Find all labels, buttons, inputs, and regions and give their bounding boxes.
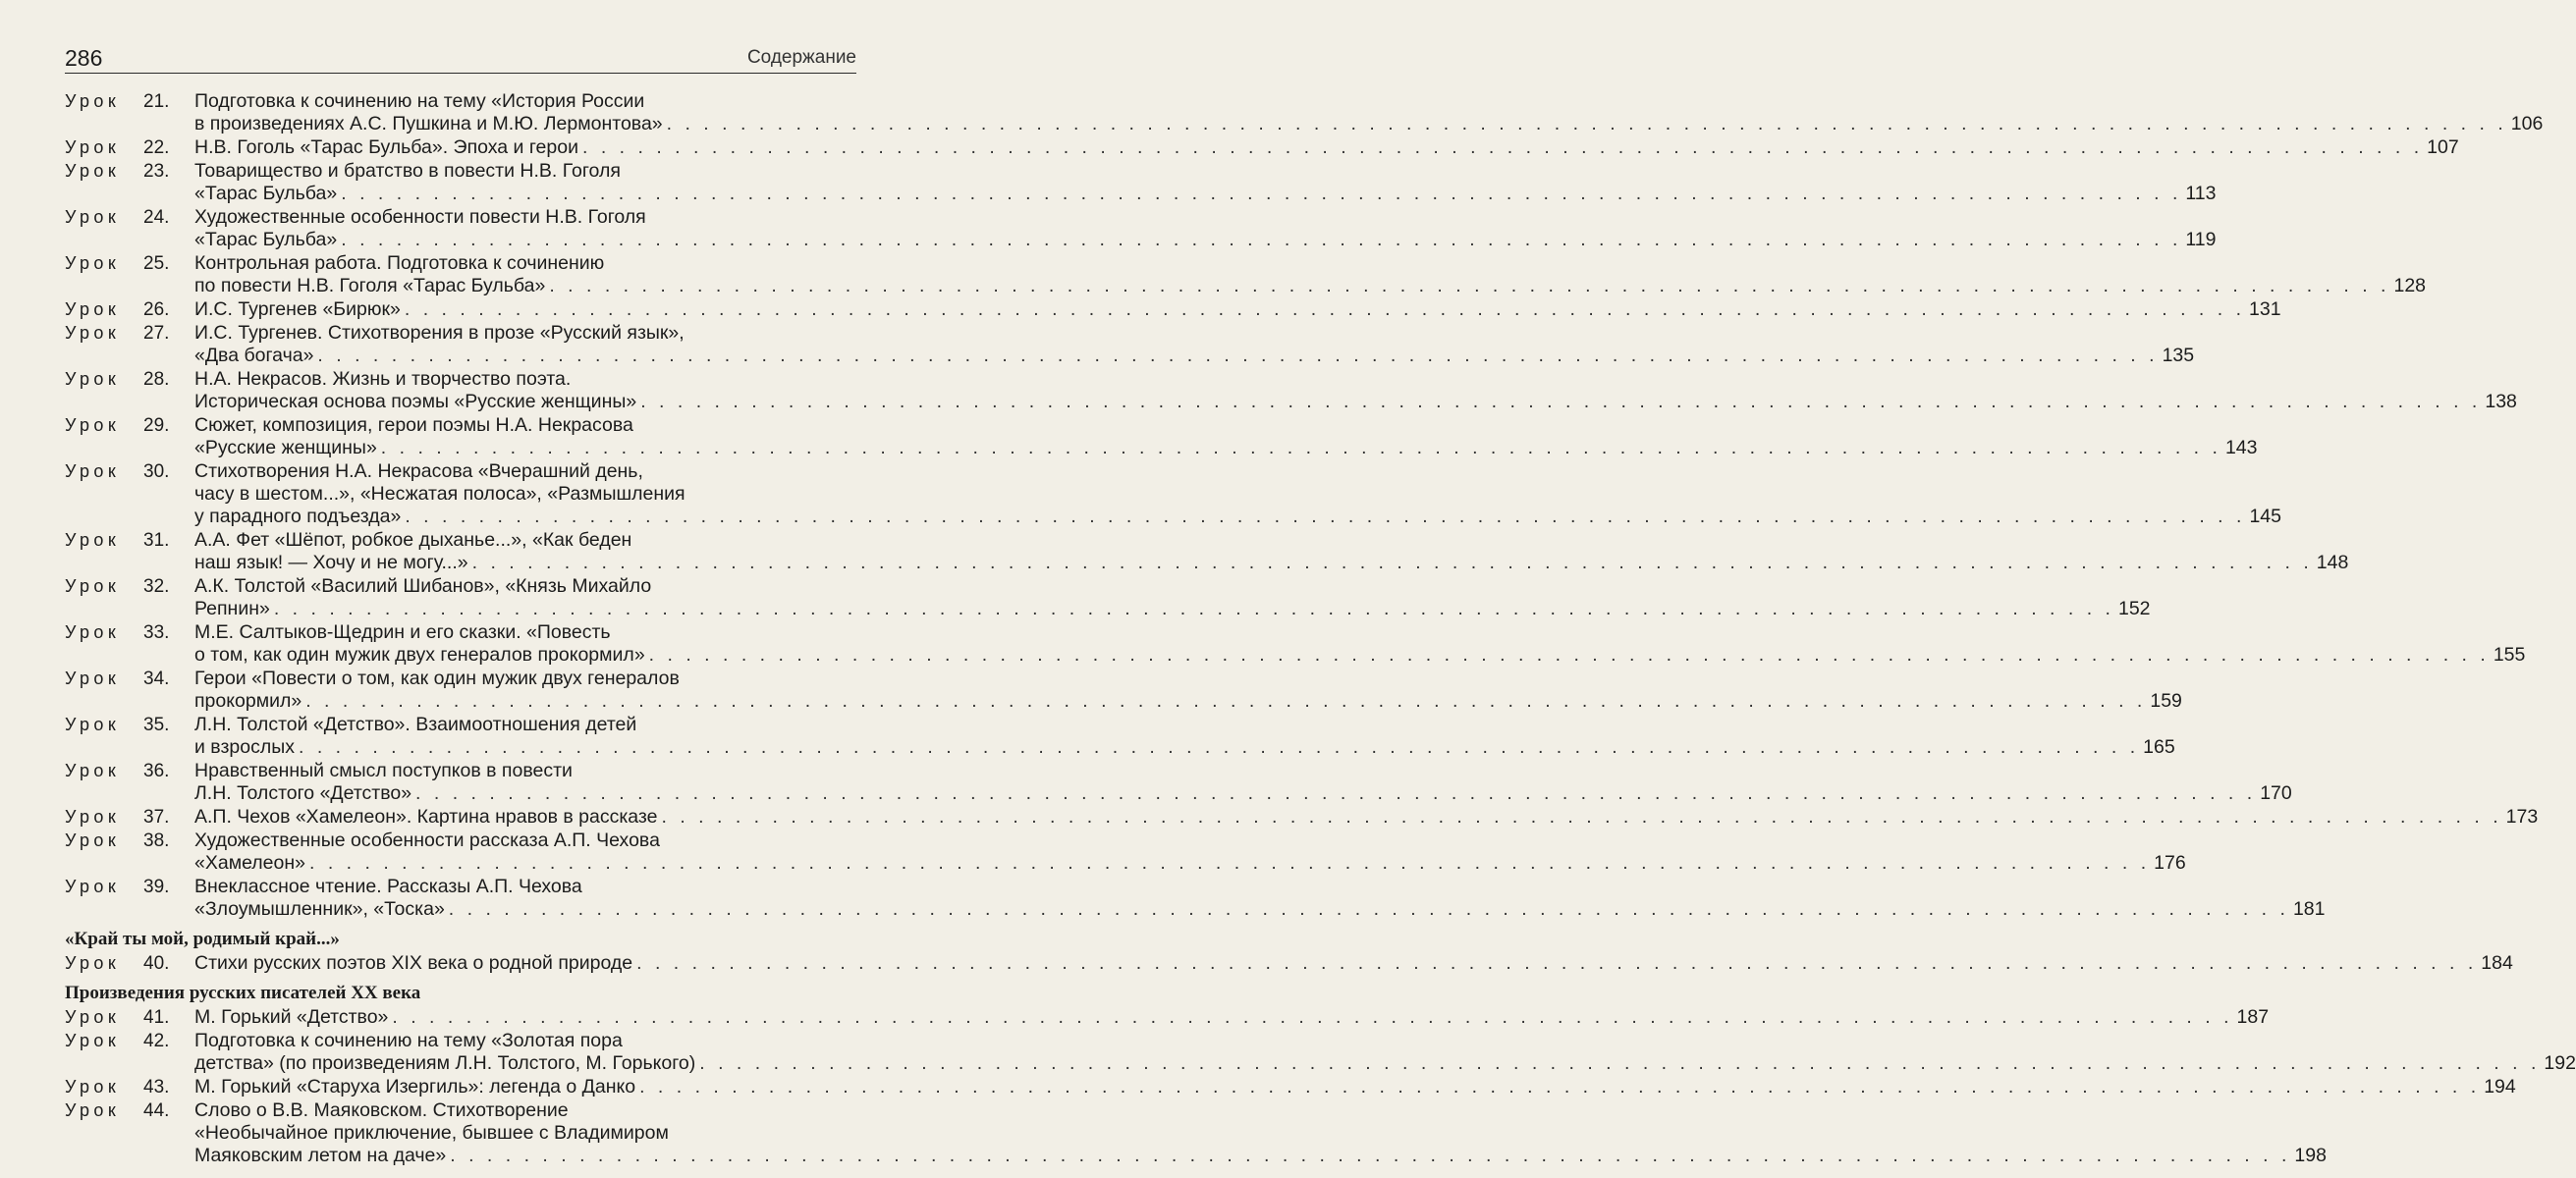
dot-leader <box>299 736 2139 759</box>
lesson-title-line: Слово о В.В. Маяковском. Стихотворение <box>194 1099 569 1121</box>
lesson-title-line <box>194 852 2186 875</box>
dot-leader <box>649 644 2490 667</box>
lesson-title-text: А.П. Чехов «Хамелеон». Картина нравов в рассказе <box>194 806 658 828</box>
toc-entry <box>65 830 2186 875</box>
lesson-title <box>194 575 2151 620</box>
lesson-title-text: «Злоумышленник», «Тоска» <box>194 898 445 920</box>
toc-entry <box>65 575 2151 620</box>
dot-leader <box>381 437 2221 459</box>
lesson-title-text: Историческая основа поэмы «Русские женщины» <box>194 391 637 412</box>
lesson-number: 22. <box>143 137 170 158</box>
lesson-label: Урок <box>65 530 121 550</box>
page-number: 286 <box>65 45 103 71</box>
lesson-title-line: Художественные особенности рассказа А.П. Чехова <box>194 830 660 851</box>
lesson-title <box>194 460 2281 528</box>
lesson-label: Урок <box>65 622 121 642</box>
lesson-number: 31. <box>143 530 170 551</box>
lesson-title-line: Стихотворения Н.А. Некрасова «Вчерашний день, <box>194 460 643 482</box>
lesson-title-line <box>194 183 2216 205</box>
lesson-title-line <box>194 1052 2576 1075</box>
lesson-title-line: Сюжет, композиция, герои поэмы Н.А. Некрасова <box>194 414 633 436</box>
lesson-number: 28. <box>143 369 170 390</box>
lesson-title-text: детства» (по произведениям Л.Н. Толстого, М. Горького) <box>194 1052 696 1074</box>
lesson-title <box>194 668 2182 713</box>
page-ref: 187 <box>2236 1006 2270 1028</box>
lesson-title-line <box>194 437 2257 459</box>
lesson-label: Урок <box>65 1031 121 1050</box>
lesson-title-line: Товарищество и братство в повести Н.В. Гоголя <box>194 160 621 182</box>
dot-leader <box>405 506 2245 528</box>
lesson-title <box>194 1006 2269 1029</box>
dot-leader <box>661 806 2501 829</box>
lesson-title-text: и взрослых <box>194 736 295 758</box>
toc-entry <box>65 90 2544 135</box>
lesson-title-text: М. Горький «Старуха Изергиль»: легенда о Данко <box>194 1076 636 1098</box>
lesson-title-text: Н.В. Гоголь «Тарас Бульба». Эпоха и герои <box>194 136 578 158</box>
toc-entry <box>65 529 2349 574</box>
lesson-title <box>194 830 2186 875</box>
page-ref: 181 <box>2292 898 2326 920</box>
lesson-number: 33. <box>143 622 170 643</box>
lesson-title-line <box>194 1006 2269 1029</box>
page-ref: 106 <box>2510 113 2544 134</box>
lesson-number: 34. <box>143 669 170 689</box>
lesson-number: 39. <box>143 877 170 897</box>
lesson-title-line <box>194 898 2325 921</box>
page-ref: 173 <box>2505 806 2539 828</box>
lesson-label: Урок <box>65 669 121 688</box>
toc-lessons <box>65 90 2544 921</box>
toc-entry <box>65 621 2526 667</box>
toc-entry <box>65 806 2539 829</box>
page-ref: 155 <box>2493 644 2526 666</box>
lesson-title-line <box>194 298 2281 321</box>
lesson-title-line <box>194 782 2292 805</box>
toc-entry <box>65 414 2258 459</box>
lesson-label: Урок <box>65 1007 121 1027</box>
lesson-label: Урок <box>65 207 121 227</box>
lesson-number: 37. <box>143 807 170 828</box>
lesson-title-line <box>194 1076 2516 1098</box>
dot-leader <box>699 1052 2540 1075</box>
lesson-title <box>194 1099 2327 1167</box>
lesson-title-text: о том, как один мужик двух генералов прокормил» <box>194 644 645 666</box>
lesson-title-line: Герои «Повести о том, как один мужик двух генералов <box>194 668 680 689</box>
lesson-title <box>194 136 2459 159</box>
lesson-title-text: наш язык! — Хочу и не могу...» <box>194 552 468 573</box>
lesson-title-line <box>194 113 2543 135</box>
toc-entry <box>65 760 2292 805</box>
page-ref: 165 <box>2143 736 2175 758</box>
dot-leader <box>274 598 2114 620</box>
lesson-title-line <box>194 598 2151 620</box>
page-ref: 113 <box>2185 183 2217 204</box>
lesson-title <box>194 529 2348 574</box>
lesson-title <box>194 160 2216 205</box>
lesson-title-text: по повести Н.В. Гоголя «Тарас Бульба» <box>194 275 546 296</box>
dot-leader <box>317 345 2158 367</box>
lesson-title-line <box>194 552 2348 574</box>
lesson-title-line <box>194 806 2538 829</box>
lesson-label: Урок <box>65 323 121 343</box>
lesson-title-text: у парадного подъезда» <box>194 506 402 527</box>
lesson-title-text: Маяковским летом на даче» <box>194 1145 447 1166</box>
lesson-title-text: М. Горький «Детство» <box>194 1006 389 1028</box>
page-ref: 143 <box>2224 437 2258 458</box>
lesson-number: 44. <box>143 1100 170 1121</box>
lesson-title-line: Внеклассное чтение. Рассказы А.П. Чехова <box>194 876 582 897</box>
lesson-title-line: Нравственный смысл поступков в повести <box>194 760 573 781</box>
lesson-label: Урок <box>65 415 121 435</box>
lesson-title-line: Н.А. Некрасов. Жизнь и творчество поэта. <box>194 368 572 390</box>
page-header <box>65 43 856 74</box>
page-ref: 159 <box>2150 690 2182 712</box>
toc-entry <box>65 298 2281 321</box>
lesson-title-line <box>194 736 2175 759</box>
lesson-title-text: Репнин» <box>194 598 270 619</box>
dot-leader <box>405 298 2245 321</box>
page-ref: 148 <box>2316 552 2349 573</box>
lesson-label: Урок <box>65 953 121 973</box>
lesson-label: Урок <box>65 877 121 896</box>
lesson-label: Урок <box>65 461 121 481</box>
toc-entry <box>65 460 2281 528</box>
lesson-title <box>194 714 2175 759</box>
lesson-number: 21. <box>143 91 170 112</box>
lesson-number: 26. <box>143 299 170 320</box>
toc-entry <box>65 136 2459 159</box>
lesson-label: Урок <box>65 807 121 827</box>
dot-leader <box>341 229 2181 251</box>
page-ref: 145 <box>2249 506 2281 527</box>
lesson-title <box>194 90 2543 135</box>
dot-leader <box>450 1145 2290 1167</box>
lesson-title-text: «Русские женщины» <box>194 437 377 458</box>
page-ref: 184 <box>2481 952 2513 974</box>
toc-entry <box>65 1030 2576 1075</box>
lesson-title-line <box>194 345 2194 367</box>
toc-entry <box>65 1006 2270 1029</box>
toc-entry <box>65 1099 2327 1167</box>
lesson-title-line <box>194 952 2513 975</box>
lesson-title-line: «Необычайное приключение, бывшее с Владимиром <box>194 1122 669 1144</box>
lesson-title <box>194 252 2426 297</box>
lesson-title-line <box>194 644 2525 667</box>
lesson-title-text: И.С. Тургенев «Бирюк» <box>194 298 401 320</box>
lesson-title-text: в произведениях А.С. Пушкина и М.Ю. Лермонтова» <box>194 113 663 134</box>
lesson-title-text: «Тарас Бульба» <box>194 183 338 204</box>
lesson-number: 41. <box>143 1007 170 1028</box>
lesson-title-line: А.А. Фет «Шёпот, робкое дыханье...», «Как беден <box>194 529 632 551</box>
dot-leader <box>309 852 2150 875</box>
lesson-title-line: Контрольная работа. Подготовка к сочинению <box>194 252 605 274</box>
dot-leader <box>305 690 2146 713</box>
lesson-label: Урок <box>65 253 121 273</box>
page-ref: 131 <box>2249 298 2281 320</box>
lesson-title-line <box>194 275 2426 297</box>
dot-leader <box>639 1076 2480 1098</box>
lesson-title-line: Подготовка к сочинению на тему «Золотая пора <box>194 1030 623 1051</box>
lesson-label: Урок <box>65 299 121 319</box>
page-ref: 107 <box>2427 136 2459 158</box>
lesson-title-line <box>194 690 2182 713</box>
lesson-title <box>194 206 2216 251</box>
toc-entry <box>65 876 2326 921</box>
page-ref: 152 <box>2117 598 2151 619</box>
page-ref: 138 <box>2485 391 2517 412</box>
lesson-title-text: «Хамелеон» <box>194 852 305 874</box>
lesson-label: Урок <box>65 137 121 157</box>
lesson-number: 23. <box>143 161 170 182</box>
lesson-title-text: прокормил» <box>194 690 302 712</box>
lesson-title-text: «Тарас Бульба» <box>194 229 338 250</box>
dot-leader <box>472 552 2313 574</box>
lesson-label: Урок <box>65 91 121 111</box>
lesson-title <box>194 621 2525 667</box>
lesson-title-line <box>194 1145 2327 1167</box>
lesson-title-line: часу в шестом...», «Несжатая полоса», «Размышления <box>194 483 685 505</box>
dot-leader <box>341 183 2181 205</box>
lesson-number: 27. <box>143 323 170 344</box>
lesson-number: 29. <box>143 415 170 436</box>
dot-leader <box>392 1006 2232 1029</box>
lesson-number: 25. <box>143 253 170 274</box>
dot-leader <box>449 898 2289 921</box>
lesson-number: 43. <box>143 1077 170 1098</box>
lesson-label: Урок <box>65 161 121 181</box>
page-ref: 194 <box>2484 1076 2516 1098</box>
lesson-title-line <box>194 391 2517 413</box>
lesson-title-line: Л.Н. Толстой «Детство». Взаимоотношения детей <box>194 714 637 735</box>
lesson-title <box>194 1076 2516 1098</box>
dot-leader <box>667 113 2507 135</box>
lesson-label: Урок <box>65 369 121 389</box>
lesson-title-line: М.Е. Салтыков-Щедрин и его сказки. «Повесть <box>194 621 611 643</box>
dot-leader <box>415 782 2256 805</box>
dot-leader <box>582 136 2423 159</box>
toc-section1-lessons <box>65 952 2513 975</box>
section-heading: «Край ты мой, родимый край...» <box>65 929 340 949</box>
lesson-label: Урок <box>65 715 121 734</box>
lesson-title-line <box>194 136 2459 159</box>
lesson-title <box>194 806 2538 829</box>
toc-entry <box>65 668 2182 713</box>
page-ref: 192 <box>2544 1052 2576 1074</box>
toc-entry <box>65 252 2427 297</box>
page-ref: 128 <box>2393 275 2427 296</box>
lesson-title <box>194 414 2257 459</box>
toc-entry <box>65 952 2513 975</box>
lesson-label: Урок <box>65 1077 121 1097</box>
lesson-title <box>194 760 2292 805</box>
lesson-title-line <box>194 229 2216 251</box>
lesson-title-text: Стихи русских поэтов XIX века о родной природе <box>194 952 633 974</box>
lesson-number: 24. <box>143 207 170 228</box>
page-ref: 135 <box>2162 345 2195 366</box>
toc-entry <box>65 368 2517 413</box>
lesson-title-line: Подготовка к сочинению на тему «История России <box>194 90 645 112</box>
lesson-title <box>194 1030 2576 1075</box>
lesson-title <box>194 322 2194 367</box>
lesson-number: 36. <box>143 761 170 781</box>
toc-entry <box>65 322 2195 367</box>
toc-section2-lessons <box>65 1006 2576 1167</box>
dot-leader <box>640 391 2481 413</box>
table-of-contents <box>65 90 2576 1167</box>
lesson-title-line <box>194 506 2281 528</box>
lesson-title <box>194 952 2513 975</box>
toc-entry <box>65 160 2217 205</box>
section-heading: Произведения русских писателей XX века <box>65 983 421 1003</box>
lesson-title-line: А.К. Толстой «Василий Шибанов», «Князь Михайло <box>194 575 652 597</box>
lesson-number: 38. <box>143 830 170 851</box>
dot-leader <box>549 275 2389 297</box>
lesson-title-text: «Два богача» <box>194 345 314 366</box>
lesson-label: Урок <box>65 761 121 780</box>
lesson-label: Урок <box>65 830 121 850</box>
lesson-number: 30. <box>143 461 170 482</box>
lesson-title <box>194 876 2325 921</box>
toc-entry <box>65 714 2175 759</box>
page-ref: 170 <box>2260 782 2292 804</box>
page-ref: 176 <box>2154 852 2186 874</box>
dot-leader <box>636 952 2477 975</box>
lesson-number: 32. <box>143 576 170 597</box>
lesson-title-line: Художественные особенности повести Н.В. Гоголя <box>194 206 646 228</box>
toc-entry <box>65 206 2217 251</box>
lesson-number: 42. <box>143 1031 170 1051</box>
lesson-number: 35. <box>143 715 170 735</box>
page-ref: 198 <box>2294 1145 2327 1166</box>
lesson-title <box>194 298 2281 321</box>
lesson-title-line: И.С. Тургенев. Стихотворения в прозе «Русский язык», <box>194 322 685 344</box>
lesson-label: Урок <box>65 1100 121 1120</box>
lesson-title <box>194 368 2517 413</box>
toc-entry <box>65 1076 2516 1098</box>
running-title: Содержание <box>746 47 856 68</box>
lesson-label: Урок <box>65 576 121 596</box>
lesson-title-text: Л.Н. Толстого «Детство» <box>194 782 412 804</box>
page-ref: 119 <box>2185 229 2217 250</box>
lesson-number: 40. <box>143 953 170 974</box>
